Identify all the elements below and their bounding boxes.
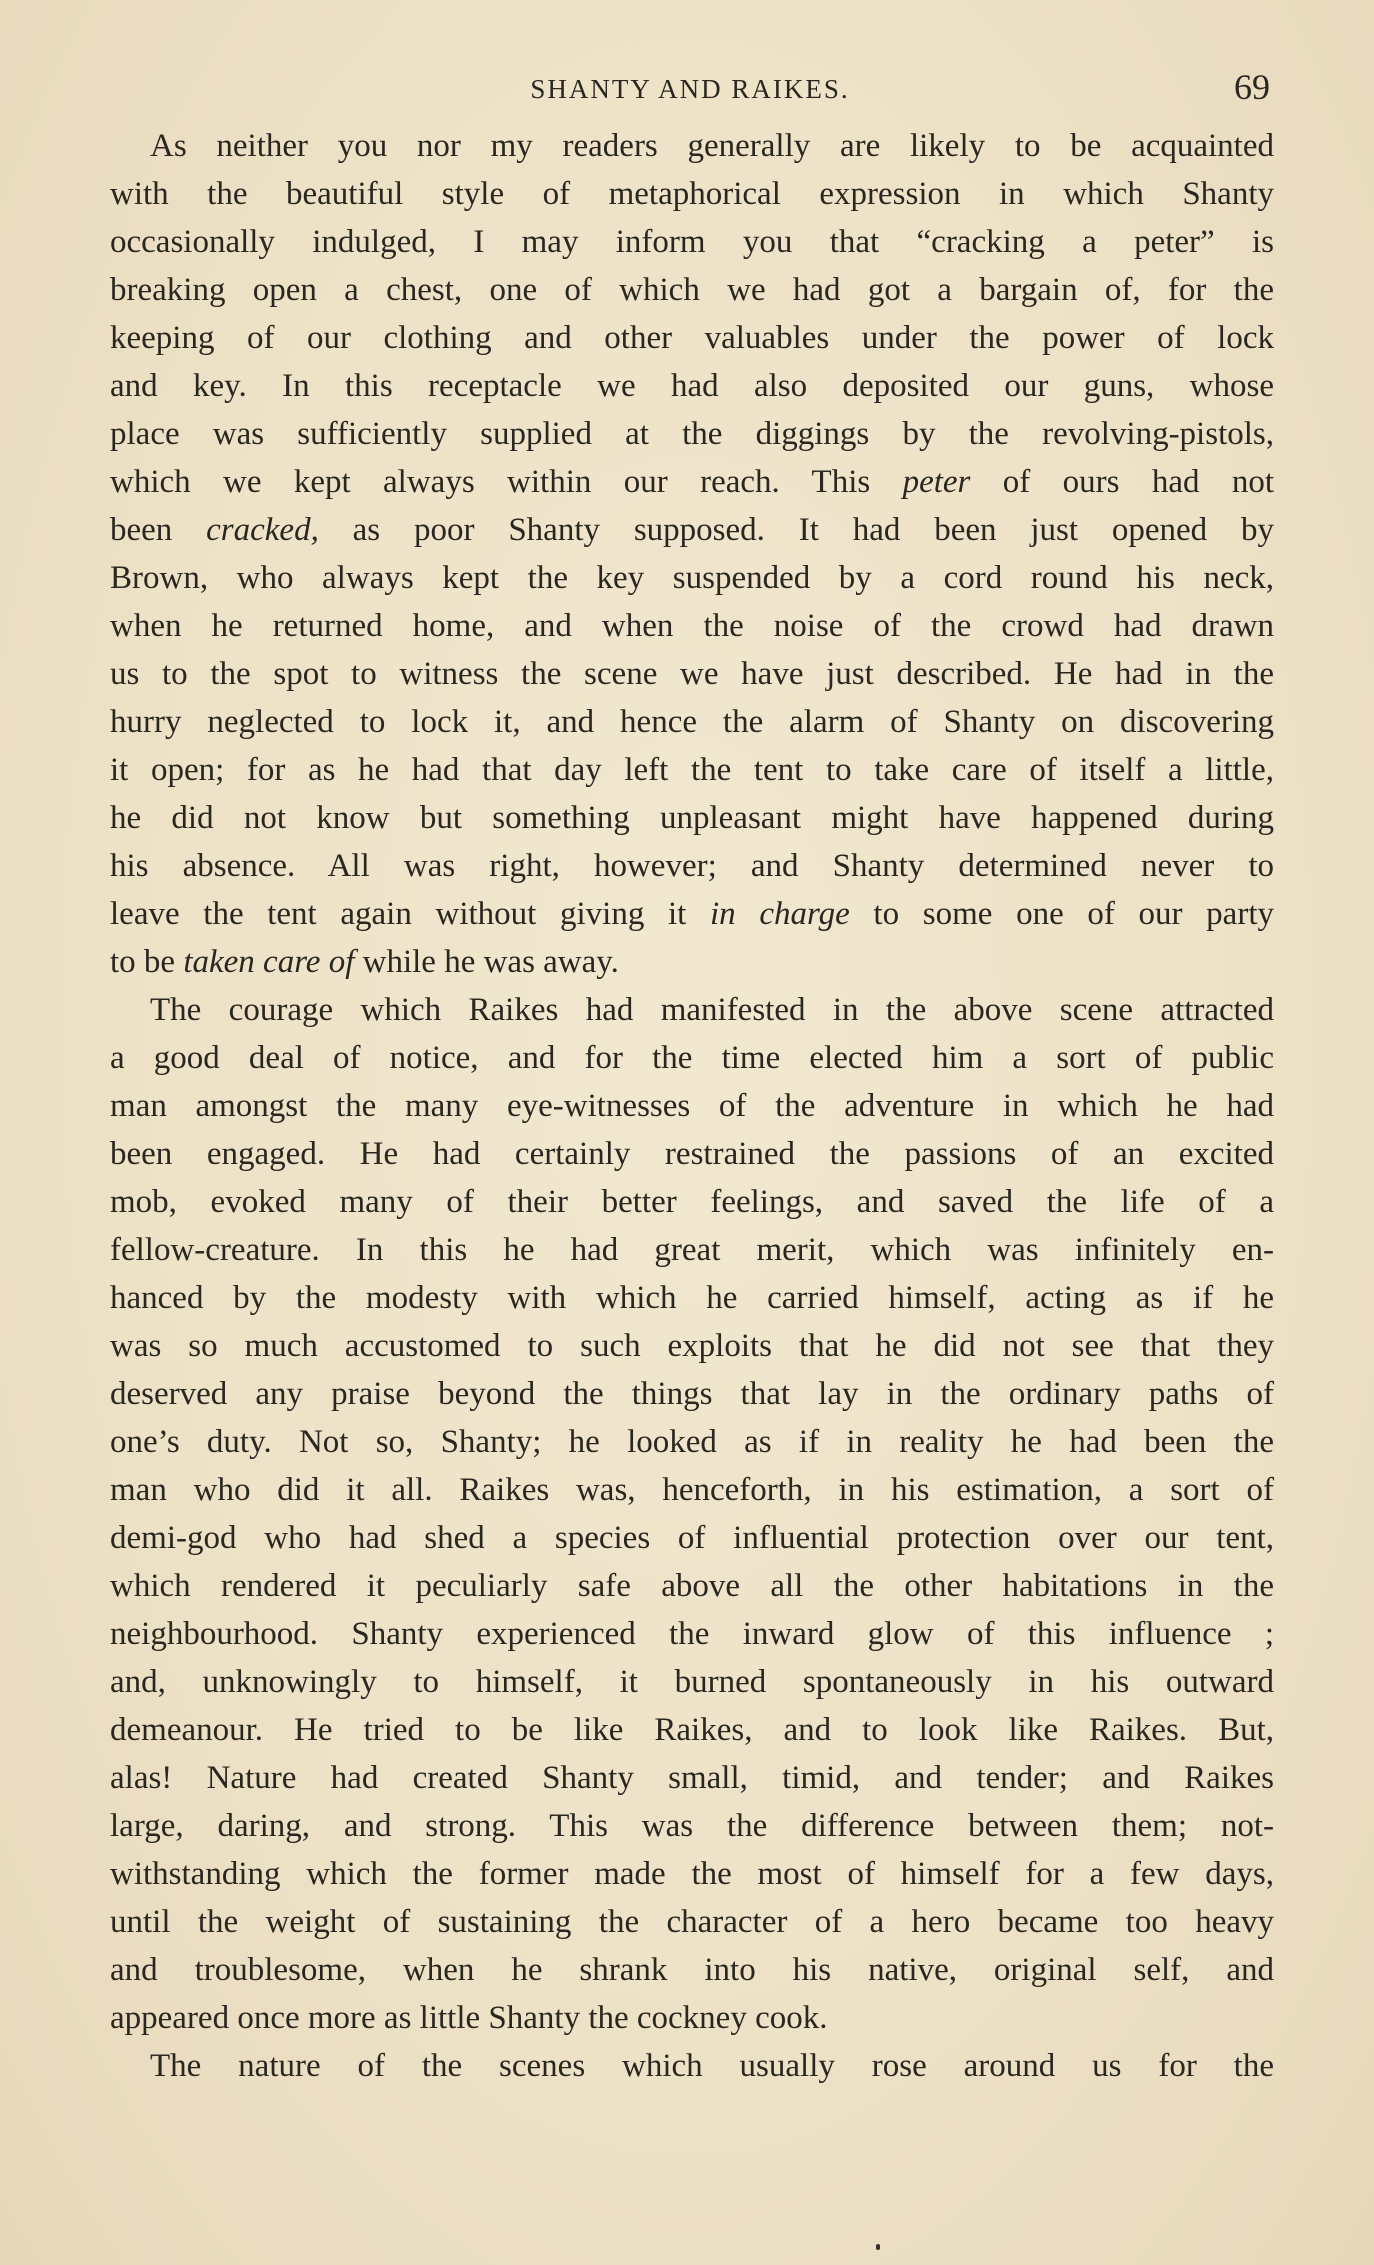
- text-line: [110, 1994, 1274, 2042]
- text-line: [110, 698, 1274, 746]
- text-line: [110, 266, 1274, 314]
- text-run: occasionally indulged, I may inform you that “cracking a peter” is: [110, 224, 1274, 260]
- text-run: Brown, who always kept the key suspended by a cord round his neck,: [110, 560, 1274, 596]
- text-line: [110, 1754, 1274, 1802]
- text-run: and key. In this receptacle we had also deposited our guns, whose: [110, 368, 1274, 404]
- text-run: large, daring, and strong. This was the difference between them; not-: [110, 1808, 1274, 1844]
- text-line: [110, 1322, 1274, 1370]
- text-run: fellow-creature. In this he had great merit, which was infinitely en-: [110, 1232, 1274, 1268]
- text-line: [110, 1082, 1274, 1130]
- text-line: [110, 1034, 1274, 1082]
- text-run: man who did it all. Raikes was, henceforth, in his estimation, a sort of: [110, 1472, 1274, 1508]
- text-run: hurry neglected to lock it, and hence the alarm of Shanty on discovering: [110, 704, 1274, 740]
- text-line: [110, 314, 1274, 362]
- text-run: appeared once more as little Shanty the cockney cook.: [110, 2000, 828, 2036]
- text-line: [110, 410, 1274, 458]
- text-run: which we kept always within our reach. This: [110, 464, 903, 500]
- text-run: of ours had not: [970, 464, 1274, 500]
- text-line: [110, 602, 1274, 650]
- page-number: 69: [1234, 67, 1270, 107]
- text-run: demi-god who had shed a species of influential protection over our tent,: [110, 1520, 1274, 1556]
- text-run: until the weight of sustaining the character of a hero became too heavy: [110, 1904, 1274, 1940]
- text-run: demeanour. He tried to be like Raikes, and to look like Raikes. But,: [110, 1712, 1274, 1748]
- text-line: [110, 650, 1274, 698]
- text-run: when he returned home, and when the noise of the crowd had drawn: [110, 608, 1274, 644]
- body-text: [110, 122, 1274, 2090]
- text-run: a good deal of notice, and for the time elected him a sort of public: [110, 1040, 1274, 1076]
- text-line: [110, 554, 1274, 602]
- text-line: [110, 1466, 1274, 1514]
- italic-text: in charge: [710, 896, 850, 932]
- text-line: [110, 1370, 1274, 1418]
- running-head: [110, 66, 1270, 116]
- print-speck: [876, 2244, 880, 2250]
- text-run: and, unknowingly to himself, it burned spontaneously in his outward: [110, 1664, 1274, 1700]
- text-run: man amongst the many eye-witnesses of the adventure in which he had: [110, 1088, 1274, 1124]
- text-line: [110, 746, 1274, 794]
- text-line: [110, 986, 1274, 1034]
- text-line: [110, 458, 1274, 506]
- text-run: withstanding which the former made the most of himself for a few days,: [110, 1856, 1274, 1892]
- text-line: [110, 362, 1274, 410]
- text-line: [110, 890, 1274, 938]
- text-line: [110, 794, 1274, 842]
- text-run: which rendered it peculiarly safe above all the other habitations in the: [110, 1568, 1274, 1604]
- italic-text: cracked,: [206, 512, 319, 548]
- text-run: been: [110, 512, 207, 548]
- text-line: [110, 1274, 1274, 1322]
- text-run: it open; for as he had that day left the tent to take care of itself a little,: [110, 752, 1274, 788]
- running-title: SHANTY AND RAIKES.: [530, 74, 850, 104]
- text-line: [110, 1562, 1274, 1610]
- text-run: he did not know but something unpleasant might have happened during: [110, 800, 1274, 836]
- text-line: [110, 842, 1274, 890]
- text-line: [110, 1514, 1274, 1562]
- text-run: breaking open a chest, one of which we had got a bargain of, for the: [110, 272, 1274, 308]
- text-run: The nature of the scenes which usually rose around us for the: [150, 2048, 1274, 2084]
- text-run: one’s duty. Not so, Shanty; he looked as if in reality he had been the: [110, 1424, 1274, 1460]
- text-line: [110, 1706, 1274, 1754]
- text-run: alas! Nature had created Shanty small, timid, and tender; and Raikes: [110, 1760, 1274, 1796]
- text-line: [110, 938, 1274, 986]
- text-line: [110, 1418, 1274, 1466]
- text-line: [110, 1946, 1274, 1994]
- text-line: [110, 1658, 1274, 1706]
- text-run: been engaged. He had certainly restrained the passions of an excited: [110, 1136, 1274, 1172]
- italic-text: taken care of: [183, 944, 355, 980]
- text-line: [110, 218, 1274, 266]
- text-run: was so much accustomed to such exploits that he did not see that they: [110, 1328, 1274, 1364]
- text-run: place was sufficiently supplied at the diggings by the revolving-pistols,: [110, 416, 1274, 452]
- text-run: as poor Shanty supposed. It had been just opened by: [318, 512, 1274, 548]
- text-line: [110, 1610, 1274, 1658]
- text-line: [110, 122, 1274, 170]
- text-line: [110, 1178, 1274, 1226]
- text-line: [110, 1850, 1274, 1898]
- text-line: [110, 1802, 1274, 1850]
- text-line: [110, 2042, 1274, 2090]
- text-run: us to the spot to witness the scene we have just described. He had in the: [110, 656, 1274, 692]
- text-run: mob, evoked many of their better feelings, and saved the life of a: [110, 1184, 1274, 1220]
- text-run: leave the tent again without giving it: [110, 896, 711, 932]
- text-run: while he was away.: [354, 944, 619, 980]
- text-run: his absence. All was right, however; and Shanty determined never to: [110, 848, 1274, 884]
- text-run: and troublesome, when he shrank into his native, original self, and: [110, 1952, 1274, 1988]
- text-line: [110, 1898, 1274, 1946]
- text-run: hanced by the modesty with which he carried himself, acting as if he: [110, 1280, 1274, 1316]
- text-run: neighbourhood. Shanty experienced the inward glow of this influence ;: [110, 1616, 1274, 1652]
- text-run: deserved any praise beyond the things that lay in the ordinary paths of: [110, 1376, 1274, 1412]
- text-run: The courage which Raikes had manifested in the above scene attracted: [150, 992, 1274, 1028]
- text-line: [110, 1130, 1274, 1178]
- text-line: [110, 170, 1274, 218]
- text-run: with the beautiful style of metaphorical expression in which Shanty: [110, 176, 1274, 212]
- text-run: to some one of our party: [849, 896, 1274, 932]
- text-run: As neither you nor my readers generally are likely to be acquainted: [150, 128, 1274, 164]
- text-line: [110, 1226, 1274, 1274]
- text-line: [110, 506, 1274, 554]
- italic-text: peter: [902, 464, 971, 500]
- text-run: to be: [110, 944, 184, 980]
- text-run: keeping of our clothing and other valuables under the power of lock: [110, 320, 1274, 356]
